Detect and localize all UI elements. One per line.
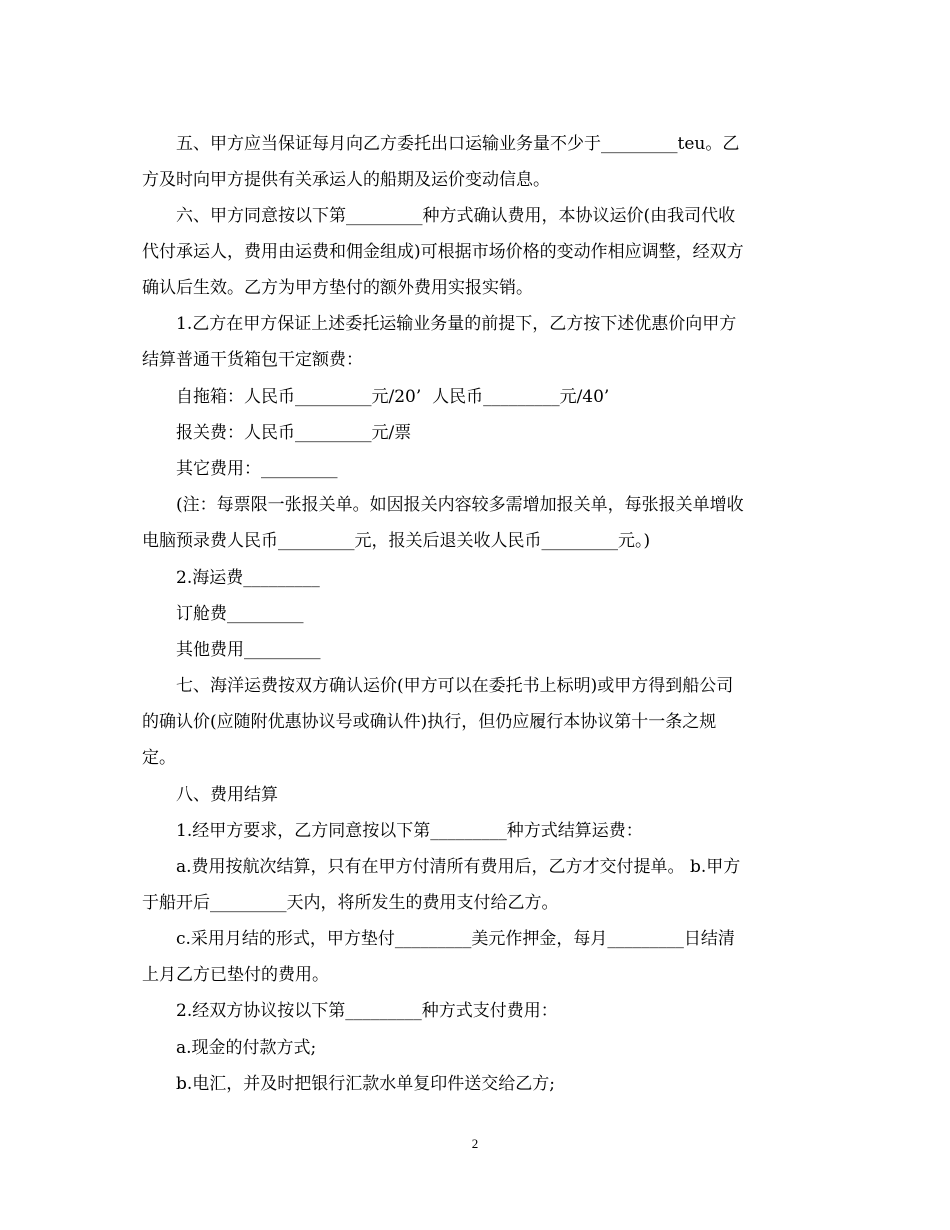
text-line: 其他费用_________	[176, 640, 321, 660]
text-line: 电脑预录费人民币_________元，报关后退关收人民币_________元。)	[142, 531, 651, 551]
text-line: (注：每票限一张报关单。如因报关内容较多需增加报关单，每张报关单增收	[176, 495, 744, 515]
text-line: 2.经双方协议按以下第_________种方式支付费用：	[176, 1001, 558, 1021]
text-line: 方及时向甲方提供有关承运人的船期及运价变动信息。	[142, 170, 550, 190]
text-line: 自拖箱：人民币_________元/20’ 人民币_________元/40’	[176, 387, 610, 407]
text-line: 七、海洋运费按双方确认运价(甲方可以在委托书上标明)或甲方得到船公司	[176, 676, 734, 696]
text-line: a.费用按航次结算，只有在甲方付清所有费用后，乙方才交付提单。 b.甲方	[176, 857, 741, 877]
text-line: 代付承运人，费用由运费和佣金组成)可根据市场价格的变动作相应调整，经双方	[142, 242, 744, 262]
text-line: c.采用月结的形式，甲方垫付_________美元作押金，每月_________日结清	[176, 929, 735, 949]
text-line: 的确认价(应随附优惠协议号或确认件)执行，但仍应履行本协议第十一条之规	[142, 712, 717, 732]
text-line: 结算普通干货箱包干定额费：	[142, 350, 363, 370]
text-line: 其它费用：_________	[176, 459, 338, 479]
text-line: 2.海运费_________	[176, 568, 320, 588]
text-line: 上月乙方已垫付的费用。	[142, 965, 329, 985]
page-number: 2	[471, 1136, 479, 1151]
text-line: 订舱费_________	[176, 604, 304, 624]
text-line: 六、甲方同意按以下第_________种方式确认费用，本协议运价(由我司代收	[176, 206, 736, 226]
text-line: 1.乙方在甲方保证上述委托运输业务量的前提下，乙方按下述优惠价向甲方	[176, 314, 737, 334]
text-line: 定。	[142, 748, 176, 768]
text-line: 报关费：人民币_________元/票	[176, 423, 412, 443]
text-line: a.现金的付款方式;	[176, 1038, 317, 1058]
section-heading: 八、费用结算	[176, 785, 278, 805]
text-line: 1.经甲方要求，乙方同意按以下第_________种方式结算运费：	[176, 821, 643, 841]
text-line: 五、甲方应当保证每月向乙方委托出口运输业务量不少于_________teu。乙	[176, 134, 740, 154]
text-line: 于船开后_________天内，将所发生的费用支付给乙方。	[142, 893, 559, 913]
text-line: b.电汇，并及时把银行汇款水单复印件送交给乙方;	[176, 1074, 556, 1094]
text-line: 确认后生效。乙方为甲方垫付的额外费用实报实销。	[142, 278, 533, 298]
